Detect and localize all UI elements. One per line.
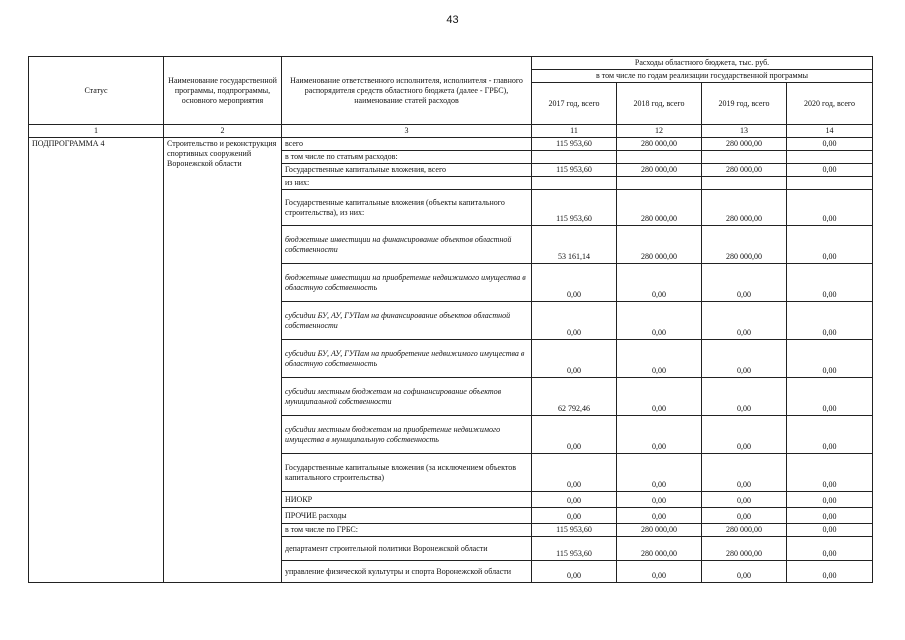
value-cell: 0,00 (532, 492, 617, 508)
value-cell: 0,00 (532, 264, 617, 302)
value-cell (787, 177, 873, 190)
value-cell: 0,00 (787, 226, 873, 264)
value-cell: 0,00 (617, 561, 702, 583)
value-cell: 0,00 (617, 378, 702, 416)
value-cell: 0,00 (617, 454, 702, 492)
value-cell: 115 953,60 (532, 164, 617, 177)
value-cell: 0,00 (787, 302, 873, 340)
expense-label: Государственные капитальные вложения (за исключением объектов капитального строительства) (282, 454, 532, 492)
expense-label: ПРОЧИЕ расходы (282, 508, 532, 524)
value-cell: 0,00 (787, 340, 873, 378)
value-cell (617, 151, 702, 164)
value-cell: 280 000,00 (702, 524, 787, 537)
value-cell: 0,00 (702, 302, 787, 340)
value-cell: 0,00 (532, 302, 617, 340)
value-cell: 0,00 (702, 454, 787, 492)
colnum-13: 13 (702, 125, 787, 138)
value-cell: 115 953,60 (532, 524, 617, 537)
value-cell: 0,00 (787, 537, 873, 561)
header-year-2018: 2018 год, всего (617, 83, 702, 125)
expense-label: управление физической культутры и спорта Воронежской области (282, 561, 532, 583)
value-cell: 280 000,00 (617, 226, 702, 264)
value-cell: 0,00 (787, 524, 873, 537)
value-cell (702, 151, 787, 164)
status-cell: ПОДПРОГРАММА 4 (29, 138, 164, 583)
table-row (29, 138, 873, 151)
value-cell: 280 000,00 (702, 190, 787, 226)
expense-label: в том числе по ГРБС: (282, 524, 532, 537)
expense-label: НИОКР (282, 492, 532, 508)
value-cell: 0,00 (787, 378, 873, 416)
header-executor: Наименование ответственного исполнителя, исполнителя - главного распорядителя средств областного бюджета (далее - ГРБС), наименование статей расходов (282, 57, 532, 125)
value-cell (532, 177, 617, 190)
expense-label: департамент строительной политики Воронежской области (282, 537, 532, 561)
value-cell: 0,00 (787, 416, 873, 454)
colnum-3: 3 (282, 125, 532, 138)
value-cell: 0,00 (702, 492, 787, 508)
value-cell: 115 953,60 (532, 138, 617, 151)
value-cell: 0,00 (617, 264, 702, 302)
colnum-12: 12 (617, 125, 702, 138)
value-cell: 115 953,60 (532, 190, 617, 226)
expense-label: всего (282, 138, 532, 151)
expense-label: Государственные капитальные вложения, всего (282, 164, 532, 177)
value-cell: 0,00 (617, 508, 702, 524)
expense-label: бюджетные инвестиции на приобретение недвижимого имущества в областную собственность (282, 264, 532, 302)
value-cell: 0,00 (532, 416, 617, 454)
value-cell: 0,00 (702, 264, 787, 302)
value-cell: 0,00 (617, 340, 702, 378)
value-cell: 0,00 (787, 164, 873, 177)
header-program-name: Наименование государственной программы, подпрограммы, основного мероприятия (164, 57, 282, 125)
value-cell: 0,00 (532, 454, 617, 492)
value-cell: 280 000,00 (617, 524, 702, 537)
value-cell: 0,00 (702, 508, 787, 524)
expense-label: Государственные капитальные вложения (объекты капитального строительства), из них: (282, 190, 532, 226)
expense-label: субсидии БУ, АУ, ГУПам на приобретение недвижимого имущества в областную собственность (282, 340, 532, 378)
value-cell: 280 000,00 (617, 190, 702, 226)
colnum-14: 14 (787, 125, 873, 138)
expense-label: субсидии местным бюджетам на приобретение недвижимого имущества в муниципальную собственность (282, 416, 532, 454)
value-cell: 0,00 (702, 378, 787, 416)
header-status: Статус (29, 57, 164, 125)
header-year-2020: 2020 год, всего (787, 83, 873, 125)
value-cell: 280 000,00 (617, 537, 702, 561)
value-cell (787, 151, 873, 164)
value-cell: 0,00 (787, 264, 873, 302)
value-cell: 0,00 (787, 492, 873, 508)
program-name-cell: Строительство и реконструкция спортивных сооружений Воронежской области (164, 138, 282, 583)
value-cell (617, 177, 702, 190)
value-cell: 0,00 (702, 416, 787, 454)
header-years-subtitle: в том числе по годам реализации государственной программы (532, 70, 873, 83)
value-cell: 0,00 (532, 340, 617, 378)
page-number: 43 (446, 14, 459, 26)
value-cell: 0,00 (787, 190, 873, 226)
value-cell: 280 000,00 (702, 164, 787, 177)
value-cell: 0,00 (617, 492, 702, 508)
value-cell: 0,00 (787, 508, 873, 524)
value-cell (532, 151, 617, 164)
value-cell (702, 177, 787, 190)
value-cell: 280 000,00 (617, 138, 702, 151)
header-year-2017: 2017 год, всего (532, 83, 617, 125)
colnum-11: 11 (532, 125, 617, 138)
value-cell: 0,00 (787, 454, 873, 492)
value-cell: 0,00 (702, 340, 787, 378)
value-cell: 115 953,60 (532, 537, 617, 561)
expense-label: в том числе по статьям расходов: (282, 151, 532, 164)
colnum-1: 1 (29, 125, 164, 138)
header-year-2019: 2019 год, всего (702, 83, 787, 125)
value-cell: 0,00 (617, 416, 702, 454)
value-cell: 280 000,00 (702, 537, 787, 561)
value-cell: 62 792,46 (532, 378, 617, 416)
colnum-2: 2 (164, 125, 282, 138)
value-cell: 280 000,00 (702, 226, 787, 264)
header-expenses-title: Расходы областного бюджета, тыс. руб. (532, 57, 873, 70)
value-cell: 0,00 (532, 508, 617, 524)
expense-label: из них: (282, 177, 532, 190)
value-cell: 0,00 (617, 302, 702, 340)
expense-label: бюджетные инвестиции на финансирование объектов областной собственности (282, 226, 532, 264)
expense-label: субсидии БУ, АУ, ГУПам на финансирование объектов областной собственности (282, 302, 532, 340)
expense-label: субсидии местным бюджетам на софинансирование объектов муниципальной собственности (282, 378, 532, 416)
value-cell: 53 161,14 (532, 226, 617, 264)
value-cell: 0,00 (787, 561, 873, 583)
value-cell: 280 000,00 (702, 138, 787, 151)
value-cell: 0,00 (532, 561, 617, 583)
budget-table (28, 56, 873, 583)
value-cell: 280 000,00 (617, 164, 702, 177)
value-cell: 0,00 (702, 561, 787, 583)
value-cell: 0,00 (787, 138, 873, 151)
